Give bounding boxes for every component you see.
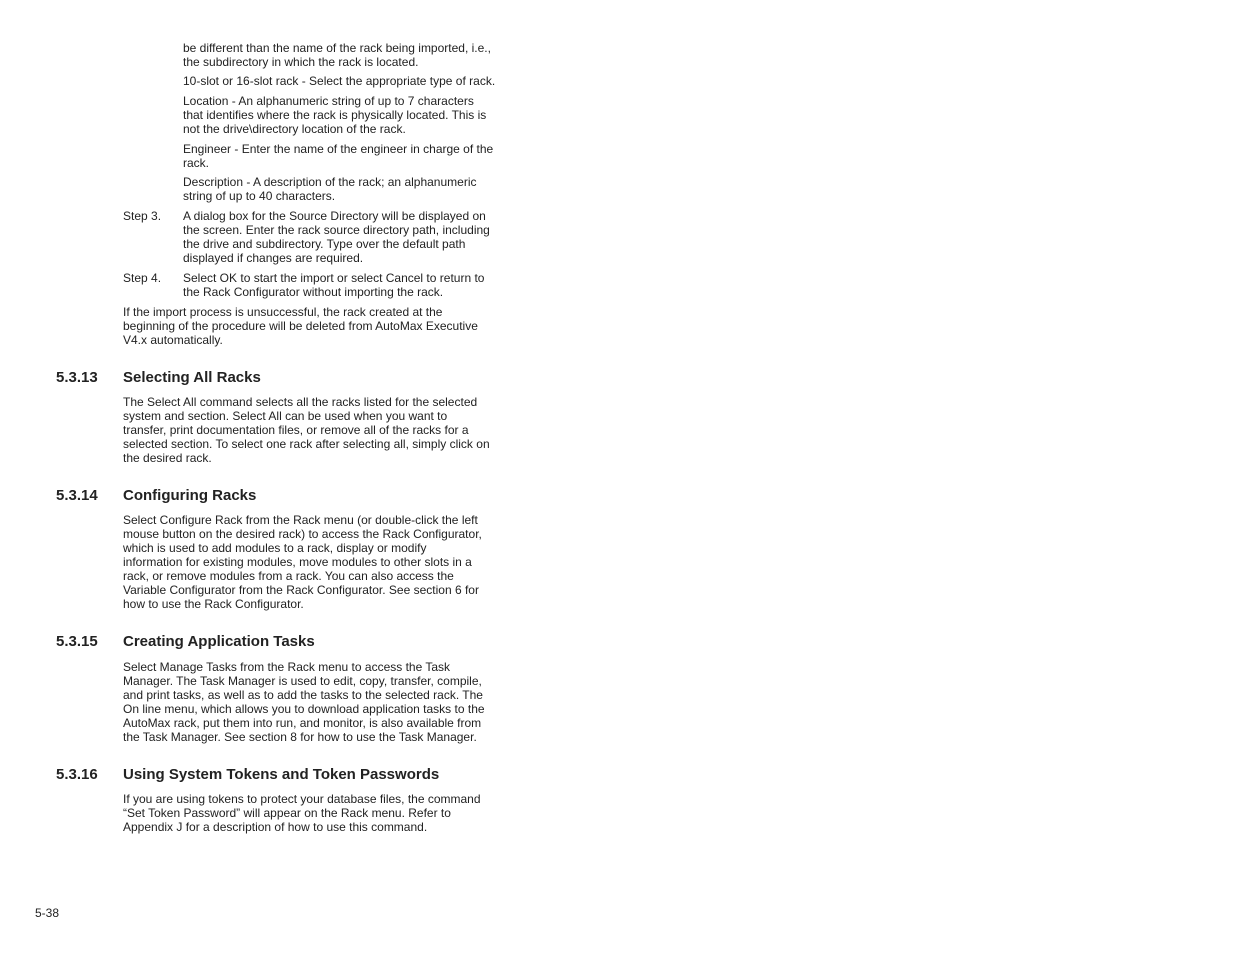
- section-body: Select Configure Rack from the Rack menu (or double-click the left mouse button on the desired rack) to access the Rack Configurator, which is used to add modules to a rack, display or modify information for existing modules, move modules to other slots in a rack, or remove modules from a rack. You can also access the Variable Configurator from the Rack Configurator. See section 6 for how to use the Rack Configurator.: [123, 513, 482, 611]
- import-failure-note: If the import process is unsuccessful, the rack created at the beginning of the procedure will be deleted from AutoMax Executive V4.x automatically.: [123, 305, 478, 347]
- section-body: If you are using tokens to protect your database files, the command “Set Token Password” will appear on the Rack menu. Refer to Appendix J for a description of how to use this command.: [123, 792, 481, 834]
- step-4-text: Select OK to start the import or select Cancel to return to the Rack Configurator without importing the rack.: [183, 271, 485, 299]
- section-number: 5.3.15: [56, 633, 98, 650]
- location-option: Location - An alphanumeric string of up to 7 characters that identifies where the rack is physically located. This is not the drive\directory location of the rack.: [183, 94, 487, 136]
- section-heading: Configuring Racks: [123, 487, 257, 504]
- section-heading: Creating Application Tasks: [123, 633, 315, 650]
- step-3-text: A dialog box for the Source Directory will be displayed on the screen. Enter the rack source directory path, including the drive and subdirectory. Type over the default path displayed if changes are required.: [183, 209, 490, 265]
- rack-type-option: 10-slot or 16-slot rack - Select the appropriate type of rack.: [183, 74, 496, 88]
- section-number: 5.3.16: [56, 766, 98, 783]
- section-heading: Selecting All Racks: [123, 369, 261, 386]
- description-option: Description - A description of the rack; an alphanumeric string of up to 40 characters.: [183, 175, 477, 203]
- section-number: 5.3.13: [56, 369, 98, 386]
- section-number: 5.3.14: [56, 487, 98, 504]
- step-3-label: Step 3.: [123, 209, 162, 223]
- section-body: Select Manage Tasks from the Rack menu to access the Task Manager. The Task Manager is used to edit, copy, transfer, compile, and print tasks, as well as to add the tasks to the selected rack. The On line menu, which allows you to download application tasks to the AutoMax rack, put them into run, and monitor, is also available from the Task Manager. See section 8 for how to use the Task Manager.: [123, 660, 485, 744]
- section-heading: Using System Tokens and Token Passwords: [123, 766, 440, 783]
- page-number: 5-38: [35, 906, 60, 920]
- step-4-label: Step 4.: [123, 271, 162, 285]
- section-body: The Select All command selects all the racks listed for the selected system and section. Select All can be used when you want to transfer, print documentation files, or remove all of the racks for a selected section. To select one rack after selecting all, simply click on the desired rack.: [123, 395, 490, 465]
- import-rack-name-note: be different than the name of the rack being imported, i.e., the subdirectory in which the rack is located.: [183, 41, 491, 69]
- engineer-option: Engineer - Enter the name of the engineer in charge of the rack.: [183, 142, 494, 170]
